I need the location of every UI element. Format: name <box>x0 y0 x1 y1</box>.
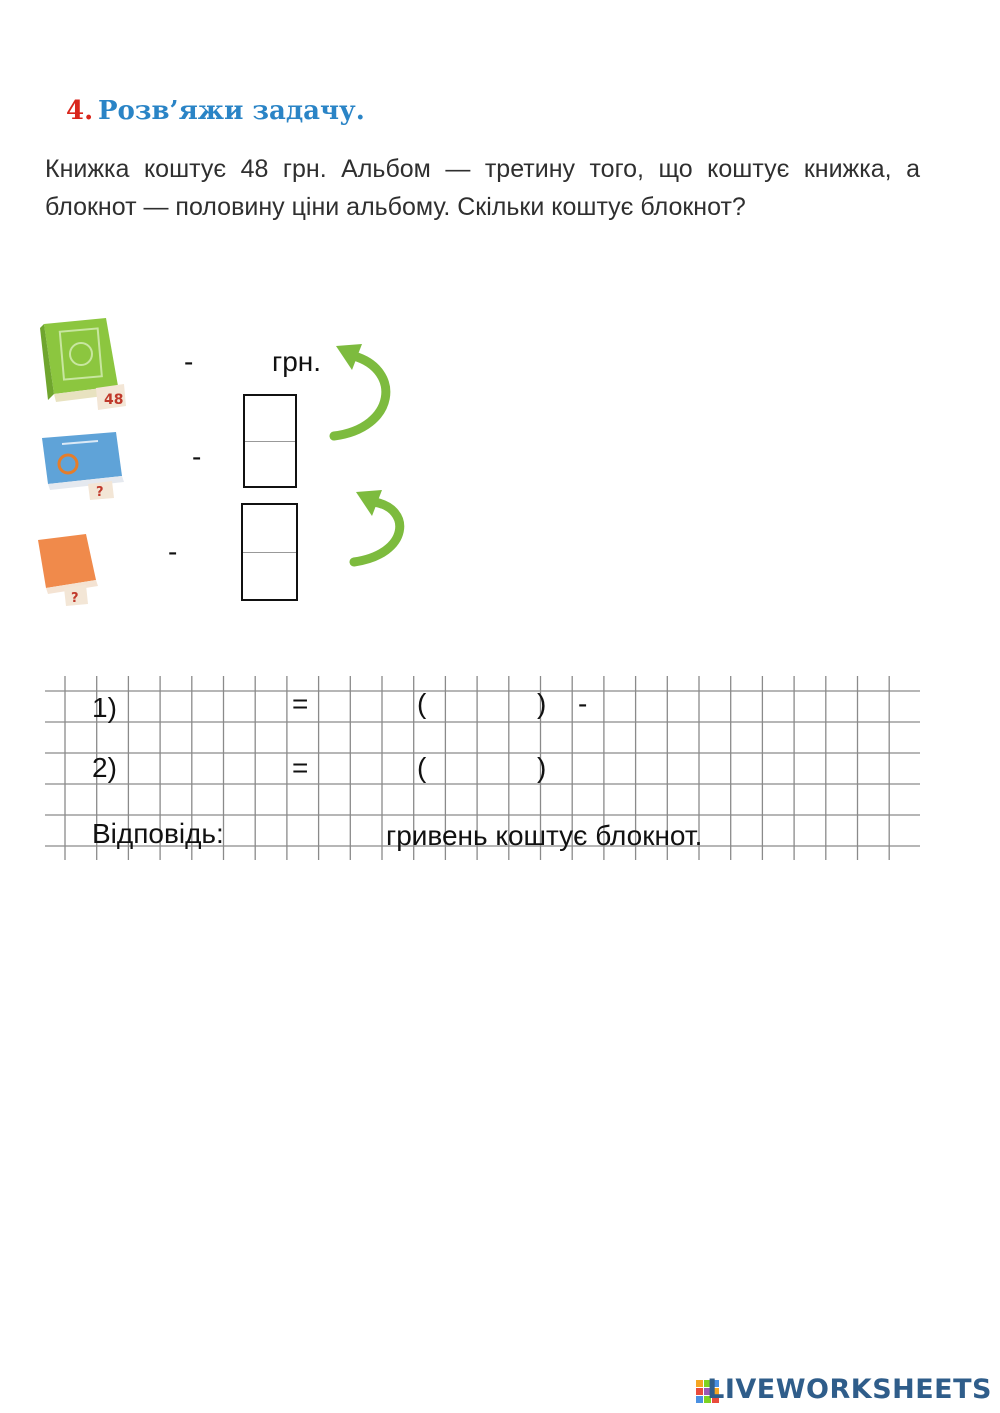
curved-arrow-icon <box>326 336 398 448</box>
task-number: 4. <box>66 96 94 126</box>
notebook-price-box[interactable] <box>241 503 298 601</box>
album-dash: - <box>192 441 202 472</box>
answer-text: гривень коштує блокнот. <box>386 820 703 851</box>
step-1-left-paren: ( <box>417 688 427 719</box>
step-1-equals: = <box>292 688 309 719</box>
step-2-equals: = <box>292 752 309 783</box>
orange-notebook-icon <box>34 528 106 608</box>
step-2-number: 2) <box>92 752 117 783</box>
task-title: Розв’яжи задачу. <box>98 96 365 126</box>
step-1-number: 1) <box>92 692 117 723</box>
book-price-tag: 48 <box>104 392 124 408</box>
step-1-dash: - <box>578 688 588 719</box>
step-1-right-paren: ) <box>537 688 547 719</box>
notebook-dash: - <box>168 536 178 567</box>
book-price-unit: грн. <box>272 346 322 377</box>
album-price-box[interactable] <box>243 394 297 488</box>
answer-label: Відповідь: <box>92 818 224 849</box>
green-book-icon <box>36 316 126 411</box>
book-dash: - <box>184 346 194 377</box>
liveworksheets-brand: LIVEWORKSHEETS <box>707 1374 992 1405</box>
svg-text:?: ? <box>96 485 104 500</box>
step-2-left-paren: ( <box>417 752 427 783</box>
step-2-right-paren: ) <box>537 752 547 783</box>
blue-album-icon <box>36 428 128 500</box>
problem-text: Книжка коштує 48 грн. Альбом — третину того, що коштує книжка, а блокнот — половину ціни альбому. Скільки коштує блокнот? <box>45 155 920 221</box>
svg-text:?: ? <box>71 591 79 606</box>
curved-arrow-icon <box>348 486 418 570</box>
